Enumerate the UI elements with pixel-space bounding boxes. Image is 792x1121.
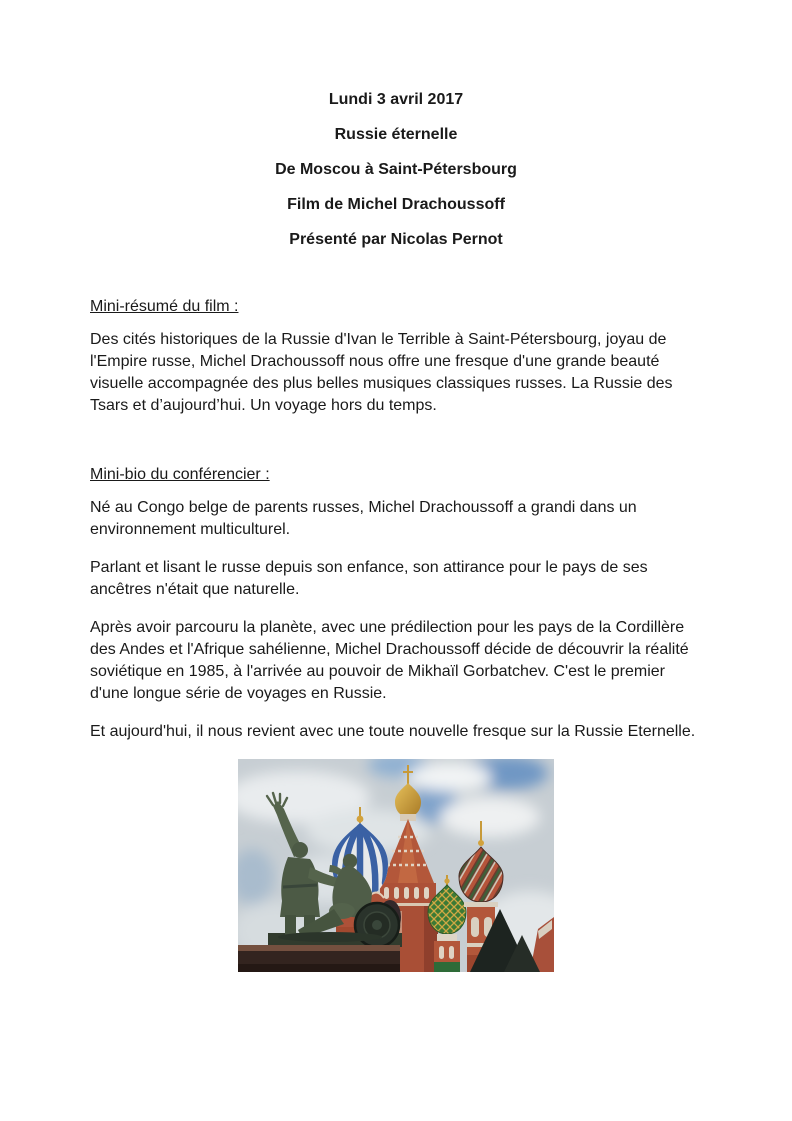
paragraph-film-summary: Des cités historiques de la Russie d'Ivan le Terrible à Saint-Pétersbourg, joyau de l'Empire russe, Michel Drachoussoff nous offre une fresque d'une grande beauté visuelle accompagnée des plus belles musiques classiques russes. La Russie des Tsars et d’aujourd’hui. Un voyage hors du temps. — [90, 331, 673, 414]
section-title-speaker-bio — [90, 465, 702, 484]
paragraph-bio-3: Après avoir parcouru la planète, avec une prédilection pour les pays de la Cordillère des Andes et l'Afrique sahélienne, Michel Drachoussoff décide de découvrir la réalité soviétique en 1985, à l'arrivée au pouvoir de Mikhaïl Gorbatchev. C'est le premier d'une longue série de voyages en Russie. — [90, 619, 689, 702]
section-title-film-summary — [90, 297, 702, 316]
heading-date: Lundi 3 avril 2017 — [328, 91, 464, 108]
heading-film: Film de Michel Drachoussoff — [287, 196, 505, 213]
section-speaker-bio — [90, 465, 702, 743]
section-film-summary — [90, 297, 702, 417]
paragraph-bio-2: Parlant et lisant le russe depuis son enfance, son attirance pour le pays de ses ancêtres n'était que naturelle. — [90, 559, 648, 598]
statue-pedestal — [238, 945, 400, 972]
section-title-text: Mini-bio du conférencier : — [90, 466, 270, 483]
heading-title: Russie éternelle — [334, 126, 458, 143]
heading-presenter: Présenté par Nicolas Pernot — [289, 231, 503, 248]
heading-block — [90, 90, 702, 249]
section-title-text: Mini-résumé du film : — [90, 298, 239, 315]
paragraph-bio-4: Et aujourd'hui, il nous revient avec une toute nouvelle fresque sur la Russie Eternelle. — [90, 723, 696, 740]
paragraph-bio-1: Né au Congo belge de parents russes, Michel Drachoussoff a grandi dans un environnement multiculturel. — [90, 499, 637, 538]
heading-subtitle: De Moscou à Saint-Pétersbourg — [275, 161, 517, 178]
photo-st-basils-monument — [238, 759, 554, 972]
